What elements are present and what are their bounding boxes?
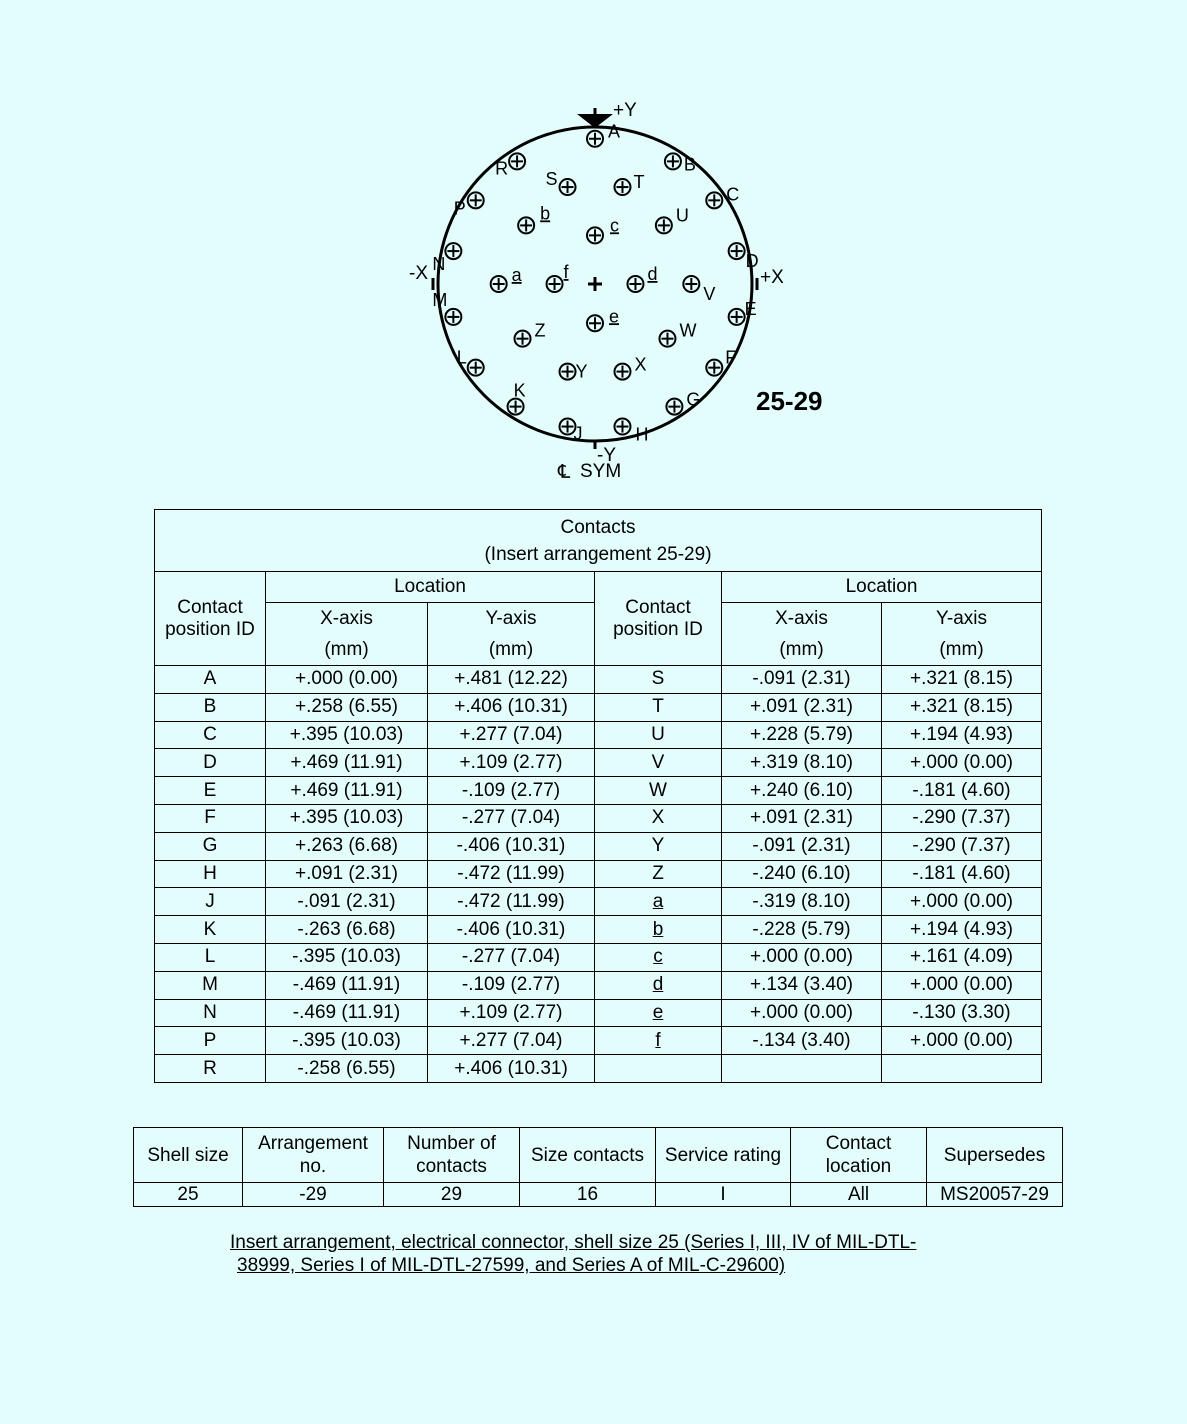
x-axis-cell: +.091 (2.31): [722, 693, 882, 721]
table-row: [155, 943, 1042, 971]
contact-label: G: [686, 389, 701, 410]
contact-id-cell: E: [155, 777, 266, 805]
x-axis-cell: +.319 (8.10): [722, 749, 882, 777]
contact-d: [627, 264, 657, 292]
contact-label: U: [675, 205, 689, 226]
y-axis-cell: -.406 (10.31): [428, 916, 595, 944]
contact-X: [614, 355, 646, 380]
contact-Y: [560, 362, 588, 382]
minus-x-label: -X: [409, 263, 428, 284]
y-axis-cell: +.194 (4.93): [882, 721, 1042, 749]
contact-K: [508, 381, 526, 415]
table-row: [155, 749, 1042, 777]
insert-arrangement-diagram: [0, 0, 1187, 500]
y-axis-cell: +.321 (8.15): [882, 693, 1042, 721]
y-axis-cell: -.472 (11.99): [428, 888, 595, 916]
x-axis-cell: +.395 (10.03): [266, 804, 428, 832]
header-x-axis-2: [722, 603, 882, 666]
contact-label: H: [635, 424, 649, 445]
contact-label: D: [745, 251, 759, 272]
contact-id-cell: P: [155, 1027, 266, 1055]
table-row: [155, 721, 1042, 749]
contact-label: f: [563, 262, 569, 282]
contact-E: [729, 299, 757, 325]
contact-label: W: [679, 320, 697, 341]
x-axis-cell: +.395 (10.03): [266, 721, 428, 749]
x-axis-cell: +.469 (11.91): [266, 777, 428, 805]
summary-size-contacts: 16: [520, 1183, 656, 1207]
contact-id-cell: V: [595, 749, 722, 777]
contact-Z: [515, 321, 546, 347]
caption-line-1: Insert arrangement, electrical connector, shell size 25 (Series I, III, IV of MIL-DTL-: [230, 1232, 917, 1253]
contact-id-cell: d: [595, 971, 722, 999]
table-row: [155, 999, 1042, 1027]
y-axis-cell: [882, 1055, 1042, 1083]
contact-T: [614, 172, 644, 195]
contact-id-cell: W: [595, 777, 722, 805]
contact-id-cell: R: [155, 1055, 266, 1083]
table-row: [155, 971, 1042, 999]
x-axis-cell: +.258 (6.55): [266, 693, 428, 721]
x-axis-cell: +.000 (0.00): [722, 999, 882, 1027]
contact-id-cell: N: [155, 999, 266, 1027]
summary-header-service-rating: Service rating: [656, 1128, 791, 1183]
unit-label: (mm): [488, 639, 534, 660]
summary-supersedes: MS20057-29: [927, 1183, 1063, 1207]
y-axis-cell: +.194 (4.93): [882, 916, 1042, 944]
contact-id-cell: f: [595, 1027, 722, 1055]
x-axis-cell: -.258 (6.55): [266, 1055, 428, 1083]
y-axis-label: Y-axis: [485, 608, 537, 629]
summary-contact-location: All: [791, 1183, 927, 1207]
contact-id-cell: K: [155, 916, 266, 944]
contact-id-cell: T: [595, 693, 722, 721]
contact-L: [457, 348, 484, 376]
table-row: [155, 888, 1042, 916]
x-axis-label: X-axis: [320, 608, 373, 629]
contact-label: X: [634, 354, 647, 375]
y-axis-cell: +.000 (0.00): [882, 971, 1042, 999]
summary-number-contacts: 29: [384, 1183, 520, 1207]
contact-id-cell: Z: [595, 860, 722, 888]
x-axis-cell: -.469 (11.91): [266, 999, 428, 1027]
y-axis-cell: +.000 (0.00): [882, 1027, 1042, 1055]
contacts-body: [155, 666, 1042, 1083]
table-subtitle: (Insert arrangement 25-29): [484, 543, 712, 565]
x-axis-cell: -.228 (5.79): [722, 916, 882, 944]
contact-F: [706, 348, 736, 376]
summary-header-row: [134, 1128, 1063, 1183]
contact-label: Z: [534, 320, 546, 341]
contact-id-cell: X: [595, 804, 722, 832]
x-axis-cell: +.091 (2.31): [722, 804, 882, 832]
contact-label: V: [703, 284, 716, 304]
header-contact-id-2: Contact position ID: [595, 572, 722, 666]
table-row: [155, 777, 1042, 805]
contact-label: F: [725, 347, 737, 368]
contact-a: [491, 265, 523, 292]
contact-id-cell: S: [595, 666, 722, 694]
contact-R: [495, 153, 525, 178]
header-y-axis-2: [882, 603, 1042, 666]
table-row: [155, 860, 1042, 888]
x-axis-cell: +.134 (3.40): [722, 971, 882, 999]
center-cross-icon: [588, 277, 602, 291]
x-axis-cell: -.319 (8.10): [722, 888, 882, 916]
x-axis-cell: -.091 (2.31): [722, 832, 882, 860]
contact-id-cell: B: [155, 693, 266, 721]
summary-header-contact-location: Contact location: [791, 1128, 927, 1183]
table-row: [155, 804, 1042, 832]
contact-P: [454, 192, 484, 218]
contact-label: e: [609, 306, 620, 327]
y-axis-cell: -.290 (7.37): [882, 832, 1042, 860]
y-axis-cell: -.109 (2.77): [428, 971, 595, 999]
contact-S: [546, 169, 576, 195]
contact-N: [432, 243, 461, 274]
contact-label: c: [610, 215, 619, 236]
x-axis-cell: -.134 (3.40): [722, 1027, 882, 1055]
contact-id-cell: L: [155, 943, 266, 971]
header-location-2: Location: [722, 572, 1042, 603]
contact-id-cell: M: [155, 971, 266, 999]
contact-C: [706, 184, 739, 208]
contact-V: [683, 276, 715, 304]
y-axis-cell: +.406 (10.31): [428, 693, 595, 721]
contact-label: R: [495, 158, 509, 179]
contact-c: [587, 215, 619, 243]
contact-W: [659, 321, 696, 347]
y-axis-cell: +.277 (7.04): [428, 1027, 595, 1055]
y-axis-cell: -.472 (11.99): [428, 860, 595, 888]
contact-label: M: [432, 289, 448, 310]
contact-label: N: [432, 254, 446, 275]
header-x-axis-1: [266, 603, 428, 666]
figure-caption: [230, 1231, 970, 1277]
x-axis-cell: -.263 (6.68): [266, 916, 428, 944]
x-axis-cell: +.000 (0.00): [722, 943, 882, 971]
contacts-table-title: [155, 510, 1042, 572]
table-row: [155, 666, 1042, 694]
y-axis-cell: -.290 (7.37): [882, 804, 1042, 832]
x-axis-cell: -.240 (6.10): [722, 860, 882, 888]
contact-b: [518, 203, 550, 233]
x-axis-cell: -.469 (11.91): [266, 971, 428, 999]
y-axis-cell: +.406 (10.31): [428, 1055, 595, 1083]
sym-label: SYM: [580, 461, 622, 482]
contact-label: E: [744, 298, 757, 319]
summary-shell-size: 25: [134, 1183, 243, 1207]
contact-U: [656, 205, 689, 233]
contact-f: [547, 262, 570, 292]
y-axis-cell: -.277 (7.04): [428, 804, 595, 832]
contact-M: [432, 290, 461, 325]
header-location-1: Location: [266, 572, 595, 603]
x-axis-cell: +.469 (11.91): [266, 749, 428, 777]
contact-label: Y: [575, 361, 588, 382]
contact-label: K: [513, 380, 526, 401]
contact-label: J: [573, 423, 583, 444]
contact-e: [587, 306, 619, 331]
summary-header-shell-size: Shell size: [134, 1128, 243, 1183]
contact-id-cell: D: [155, 749, 266, 777]
y-axis-cell: +.000 (0.00): [882, 888, 1042, 916]
table-title: Contacts: [560, 516, 636, 538]
table-row: [155, 916, 1042, 944]
contact-id-cell: [595, 1055, 722, 1083]
summary-header-size-contacts: Size contacts: [520, 1128, 656, 1183]
y-axis-cell: +.000 (0.00): [882, 749, 1042, 777]
summary-arrangement: -29: [243, 1183, 384, 1207]
contact-G: [666, 390, 700, 415]
contact-label: d: [647, 264, 658, 284]
x-axis-cell: +.000 (0.00): [266, 666, 428, 694]
contact-id-cell: b: [595, 916, 722, 944]
header-y-axis-1: [428, 603, 595, 666]
summary-value-row: [134, 1183, 1063, 1207]
contact-label: b: [540, 203, 551, 224]
contact-id-cell: a: [595, 888, 722, 916]
x-axis-cell: -.395 (10.03): [266, 943, 428, 971]
y-axis-cell: +.109 (2.77): [428, 999, 595, 1027]
x-axis-cell: +.263 (6.68): [266, 832, 428, 860]
y-axis-cell: -.406 (10.31): [428, 832, 595, 860]
y-axis-cell: +.277 (7.04): [428, 721, 595, 749]
summary-header-arrangement: Arrangement no.: [243, 1128, 384, 1183]
x-axis-label: X-axis: [775, 608, 828, 629]
contact-label: T: [633, 172, 645, 193]
contact-D: [729, 243, 759, 271]
summary-table: [133, 1127, 1063, 1207]
y-axis-cell: +.109 (2.77): [428, 749, 595, 777]
contact-H: [614, 419, 648, 445]
table-row: [155, 1055, 1042, 1083]
y-axis-cell: +.161 (4.09): [882, 943, 1042, 971]
summary-header-supersedes: Supersedes: [927, 1128, 1063, 1183]
contacts-table: [154, 509, 1042, 1083]
table-row: [155, 693, 1042, 721]
summary-header-number-contacts: Number of contacts: [384, 1128, 520, 1183]
contact-id-cell: J: [155, 888, 266, 916]
y-axis-cell: -.130 (3.30): [882, 999, 1042, 1027]
contact-label: A: [608, 121, 621, 142]
summary-service-rating: I: [656, 1183, 791, 1207]
minus-y-label: -Y: [597, 445, 616, 466]
x-axis-cell: [722, 1055, 882, 1083]
contact-id-cell: C: [155, 721, 266, 749]
x-axis-cell: +.091 (2.31): [266, 860, 428, 888]
contact-label: P: [453, 198, 466, 219]
x-axis-cell: -.091 (2.31): [722, 666, 882, 694]
contact-label: C: [726, 184, 740, 205]
arrangement-label: 25-29: [756, 386, 823, 416]
y-axis-cell: +.481 (12.22): [428, 666, 595, 694]
plus-x-label: +X: [760, 267, 784, 288]
contact-B: [665, 153, 696, 174]
contact-id-cell: U: [595, 721, 722, 749]
contact-id-cell: H: [155, 860, 266, 888]
contact-id-cell: G: [155, 832, 266, 860]
table-row: [155, 832, 1042, 860]
contact-label: B: [683, 154, 696, 175]
plus-y-label: +Y: [613, 100, 637, 121]
x-axis-cell: -.395 (10.03): [266, 1027, 428, 1055]
y-axis-cell: -.277 (7.04): [428, 943, 595, 971]
caption-line-2: 38999, Series I of MIL-DTL-27599, and Series A of MIL-C-29600): [237, 1255, 786, 1276]
unit-label: (mm): [779, 639, 824, 660]
unit-label: (mm): [939, 639, 984, 660]
contact-label: L: [456, 347, 467, 368]
contact-label: S: [545, 169, 558, 190]
y-axis-cell: -.181 (4.60): [882, 777, 1042, 805]
x-axis-cell: -.091 (2.31): [266, 888, 428, 916]
y-axis-cell: -.181 (4.60): [882, 860, 1042, 888]
table-row: [155, 1027, 1042, 1055]
contact-id-cell: F: [155, 804, 266, 832]
x-axis-cell: +.240 (6.10): [722, 777, 882, 805]
contact-id-cell: c: [595, 943, 722, 971]
x-axis-cell: +.228 (5.79): [722, 721, 882, 749]
y-axis-cell: +.321 (8.15): [882, 666, 1042, 694]
centerline-symbol: ℄: [558, 462, 571, 483]
contact-id-cell: A: [155, 666, 266, 694]
contact-label: a: [511, 265, 522, 285]
unit-label: (mm): [324, 639, 369, 660]
header-contact-id-1: Contact position ID: [155, 572, 266, 666]
contact-id-cell: e: [595, 999, 722, 1027]
y-axis-cell: -.109 (2.77): [428, 777, 595, 805]
contact-id-cell: Y: [595, 832, 722, 860]
y-axis-label: Y-axis: [935, 608, 988, 629]
